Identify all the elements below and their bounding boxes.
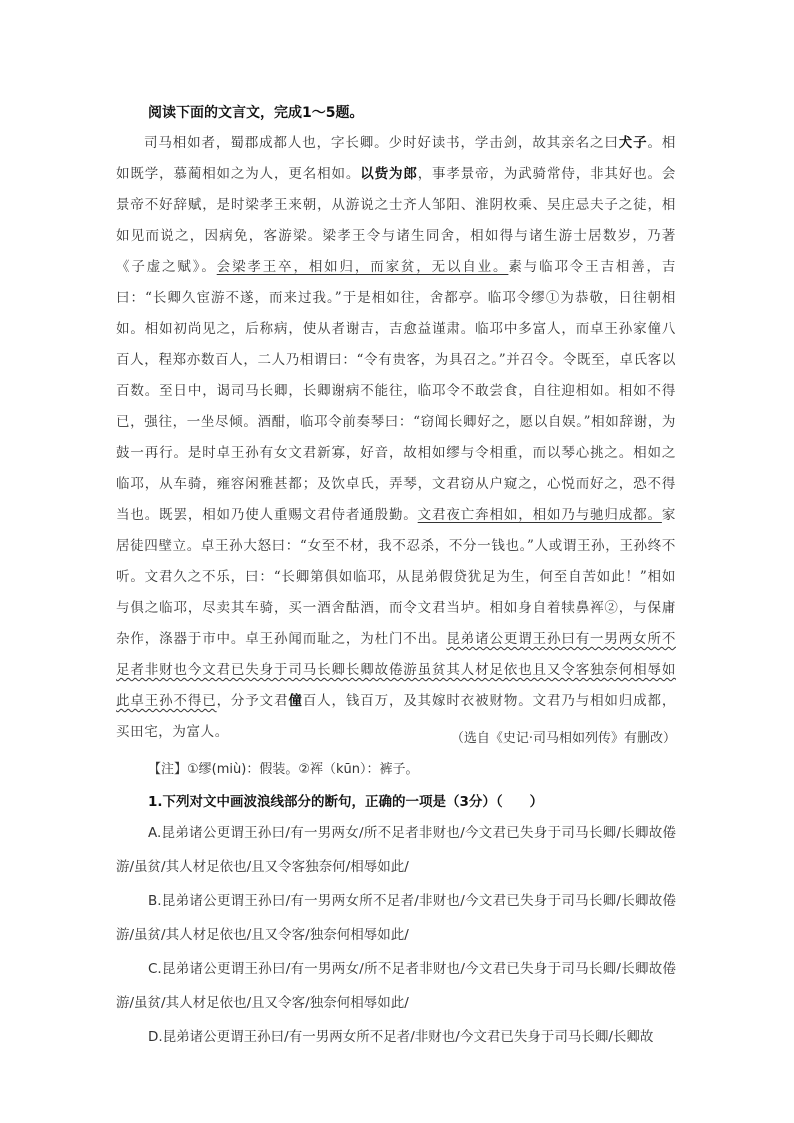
annotation-note: 【注】①缪(miù)：假装。②裈（kūn）：裤子。 [148, 762, 419, 777]
passage-text: ，事孝景帝，为武骑常侍，非其好也。会景帝不好辞赋，是时梁孝王来朝，从游说之士齐人邹阳、淮阴枚乘、吴庄忌夫子之徒，相如见而说之，因病免，客游梁。梁孝王令与诸生同舍，相如得与诸生游士居数岁，乃著《子虚之赋》。 [116, 166, 676, 275]
passage-text: 素与临邛令王吉相善，吉曰：“长卿久宦游不遂，而来过我。”于是相如往，舍都亭。临邛令缪①为恭敬，日往朝相如。相如初尚见之，后称病，使从者谢吉，吉愈益谨肃。临邛中多富人，而卓王孙家僮八百人，程郑亦数百人，二人乃相谓曰：“令有贵客，为具召之。”并召令。令既至，卓氏客以百数。至日中，谒司马长卿，长卿谢病不能往，临邛令不敢尝食，自往迎相如。相如不得已，强往，一坐尽倾。酒酣，临邛令前奏琴曰：“窃闻长卿好之，愿以自娱。”相如辞谢，为鼓一再行。是时卓王孙有女文君新寡，好音，故相如缪与令相重，而以琴心挑之。相如之临邛，从车骑，雍容闲雅甚都；及饮卓氏，弄琴，文君窃从户窥之，心悦而好之，恐不得当也。既罢，相如乃使人重赐文君侍者通殷勤。 [116, 259, 676, 523]
passage-text: 司马相如者，蜀郡成都人也，字长卿。少时好读书，学击剑，故其亲名之曰 [144, 135, 619, 151]
source-citation: （选自《史记·司马相如列传》有删改） [450, 731, 676, 746]
reading-instruction: 阅读下面的文言文，完成1～5题。 [148, 105, 364, 121]
wavy-underlined-passage: 昆弟诸公更谓王孙曰有一男两女所不足者非财也今文君已失身于司马长卿长卿故倦游虽贫其人材足依也且又令客独奈何相辱如此卓王孙不得已 [116, 631, 676, 709]
passage-text: 百人，钱百万，及其嫁时衣被财物。文君乃与相如归成都，买田宅，为富人。 [116, 693, 676, 740]
underlined-sentence: 会梁孝王卒，相如归，而家贫，无以自业。 [216, 259, 509, 275]
classical-passage [116, 128, 676, 748]
question-1-options [116, 816, 676, 1054]
underlined-sentence: 文君夜亡奔相如，相如乃与驰归成都。 [417, 507, 662, 523]
bold-term: 以赀为郎 [360, 166, 418, 182]
option-a: A.昆弟诸公更谓王孙曰/有一男两女/所不足者非财也/今文君已失身于司马长卿/长卿故倦游/虽贫/其人材足依也/且又令客独奈何/相辱如此/ [116, 825, 676, 875]
passage-text: ，分予文君 [216, 693, 289, 709]
question-1-stem: 1.下列对文中画波浪线部分的断句，正确的一项是（3分）（ ） [148, 794, 544, 810]
option-c: C.昆弟诸公更谓王孙曰/有一男两女/所不足者非财也/今文君已失身于司马长卿/长卿故倦游/虽贫/其人材足依也/且又令客/独奈何相辱如此/ [116, 961, 676, 1011]
option-d: D.昆弟诸公更谓王孙曰/有一男两女所不足者/非财也/今文君已失身于司马长卿/长卿故 [148, 1029, 654, 1045]
passage-paragraph [116, 128, 676, 748]
bold-term: 犬子 [618, 135, 648, 151]
bold-term: 僮 [288, 693, 303, 709]
passage-text: 。相如既学，慕蔺相如之为人，更名相如。 [116, 135, 677, 182]
option-b: B.昆弟诸公更谓王孙曰/有一男两女所不足者/非财也/今文君已失身于司马长卿/长卿故倦游/虽贫/其人材足依也/且又令客/独奈何相辱如此/ [116, 893, 676, 943]
passage-text: 家居徒四壁立。卓王孙大怒曰：“女至不材，我不忍杀，不分一钱也。”人或谓王孙，王孙终不听。文君久之不乐，曰：“长卿第俱如临邛，从昆弟假贷犹足为生，何至自苦如此！”相如与俱之临邛，尽卖其车骑，买一酒舍酤酒，而令文君当垆。相如身自着犊鼻裈②，与保庸杂作，涤器于市中。卓王孙闻而耻之，为杜门不出。 [116, 507, 676, 647]
